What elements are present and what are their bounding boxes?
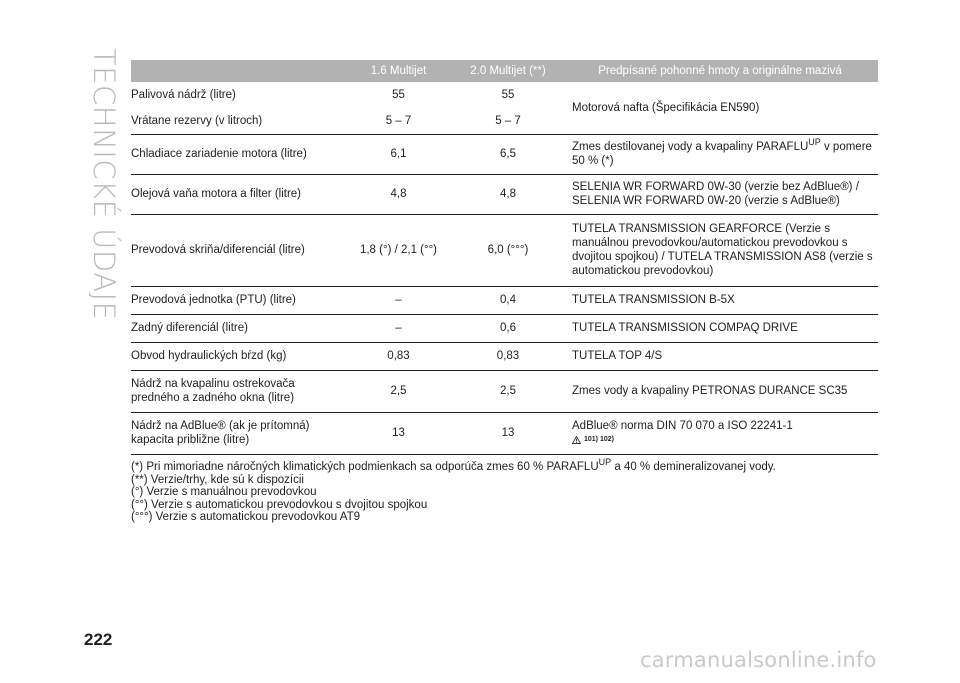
row-value-16: 13 bbox=[343, 412, 454, 454]
row-spec: TUTELA TRANSMISSION B-5X bbox=[562, 286, 878, 314]
header-lubricants: Predpísané pohonné hmoty a originálne mazivá bbox=[562, 60, 878, 82]
header-engine-16: 1.6 Multijet bbox=[343, 60, 454, 82]
footnote: (°°°) Verzie s automatickou prevodovkou AT9 bbox=[131, 511, 360, 523]
fluids-table bbox=[131, 60, 878, 455]
row-spec: TUTELA TRANSMISSION COMPAQ DRIVE bbox=[562, 314, 878, 342]
row-value-16: 5 – 7 bbox=[343, 108, 454, 134]
row-value-16: 2,5 bbox=[343, 370, 454, 412]
row-spec: TUTELA TOP 4/S bbox=[562, 342, 878, 370]
watermark: carmanualsonline.info bbox=[640, 648, 877, 672]
spec-superscript: UP bbox=[808, 137, 821, 147]
row-value-20: 5 – 7 bbox=[454, 108, 562, 134]
table-row bbox=[131, 314, 878, 342]
row-value-20: 0,4 bbox=[454, 286, 562, 314]
footnote: (°°) Verzie s automatickou prevodovkou s dvojitou spojkou bbox=[131, 498, 428, 511]
spec-text-end: v pomere 50 % (*) bbox=[572, 141, 872, 167]
row-label: Prevodová skriňa/diferenciál (litre) bbox=[131, 214, 343, 286]
row-value-16: 55 bbox=[392, 89, 405, 101]
row-spec: Motorová nafta (Špecifikácia EN590) bbox=[562, 82, 878, 134]
header-blank bbox=[131, 60, 343, 82]
header-engine-20: 2.0 Multijet (**) bbox=[454, 60, 562, 82]
row-value-20: 55 bbox=[501, 89, 515, 101]
row-value-20: 0,83 bbox=[454, 342, 562, 370]
row-value-16: – bbox=[343, 286, 454, 314]
row-label: Nádrž na kvapalinu ostrekovača predného a zadného okna (litre) bbox=[131, 370, 343, 412]
row-value-20: 4,8 bbox=[454, 174, 562, 214]
row-value-16: 1,8 (°) / 2,1 (°°) bbox=[343, 214, 454, 286]
footnotes bbox=[131, 457, 891, 524]
footnote: (**) Verzie/trhy, kde sú k dispozícii bbox=[131, 473, 304, 486]
footnote-text-end: a 40 % demineralizovanej vody. bbox=[614, 461, 776, 473]
row-label: Prevodová jednotka (PTU) (litre) bbox=[131, 286, 343, 314]
table-row bbox=[131, 286, 878, 314]
table-row bbox=[131, 174, 878, 214]
footnote-text: (*) Pri mimoriadne náročných klimatických podmienkach sa odporúča zmes 60 % PARAFLU bbox=[131, 461, 599, 473]
footnote: (°) Verzie s manuálnou prevodovkou bbox=[131, 486, 317, 498]
warning-references bbox=[572, 433, 874, 447]
page-number: 222 bbox=[84, 630, 113, 649]
row-value-16: 4,8 bbox=[343, 174, 454, 214]
row-label: Chladiace zariadenie motora (litre) bbox=[131, 134, 343, 174]
row-value-16: 6,1 bbox=[343, 134, 454, 174]
table-row bbox=[131, 412, 878, 454]
spec-text: Zmes destilovanej vody a kvapaliny PARAFLU bbox=[572, 141, 809, 153]
footnote bbox=[131, 457, 891, 474]
row-value-16: – bbox=[343, 314, 454, 342]
row-label: Vrátane rezervy (v litroch) bbox=[131, 108, 343, 134]
footnote-superscript: UP bbox=[598, 457, 612, 467]
row-label: Zadný diferenciál (litre) bbox=[131, 314, 343, 342]
row-spec: SELENIA WR FORWARD 0W-30 (verzie bez AdBlue®) / SELENIA WR FORWARD 0W-20 (verzie s AdBlue®) bbox=[562, 174, 878, 214]
reference-numbers: 101) 102) bbox=[584, 435, 614, 443]
row-label: Palivová nádrž (litre) bbox=[131, 89, 236, 101]
table-header bbox=[131, 60, 878, 82]
row-spec: TUTELA TRANSMISSION GEARFORCE (Verzie s manuálnou prevodovkou/automatickou prevodovkou s dvojitou spojkou) / TUTELA TRANSMISSION AS8 (verzie s automatickou prevodovkou) bbox=[562, 214, 878, 286]
row-spec: Zmes vody a kvapaliny PETRONAS DURANCE SC35 bbox=[562, 370, 878, 412]
row-label: Nádrž na AdBlue® (ak je prítomná) kapacita približne (litre) bbox=[131, 412, 343, 454]
row-spec bbox=[562, 134, 878, 174]
section-title: TECHNICKÉ ÚDAJE bbox=[87, 48, 121, 321]
warning-triangle-icon bbox=[572, 436, 581, 444]
row-value-20: 6,0 (°°°) bbox=[454, 214, 562, 286]
table-row bbox=[131, 370, 878, 412]
row-value-20: 2,5 bbox=[454, 370, 562, 412]
row-value-20: 13 bbox=[454, 412, 562, 454]
row-spec bbox=[562, 412, 878, 454]
table-row bbox=[131, 82, 878, 108]
spec-text: AdBlue® norma DIN 70 070 a ISO 22241-1 bbox=[572, 419, 793, 432]
row-value-20: 0,6 bbox=[454, 314, 562, 342]
table-row bbox=[131, 134, 878, 174]
table-row bbox=[131, 214, 878, 286]
row-label: Olejová vaňa motora a filter (litre) bbox=[131, 174, 343, 214]
row-value-20: 6,5 bbox=[454, 134, 562, 174]
table-row bbox=[131, 342, 878, 370]
row-label: Obvod hydraulických bŕzd (kg) bbox=[131, 342, 343, 370]
row-value-16: 0,83 bbox=[343, 342, 454, 370]
